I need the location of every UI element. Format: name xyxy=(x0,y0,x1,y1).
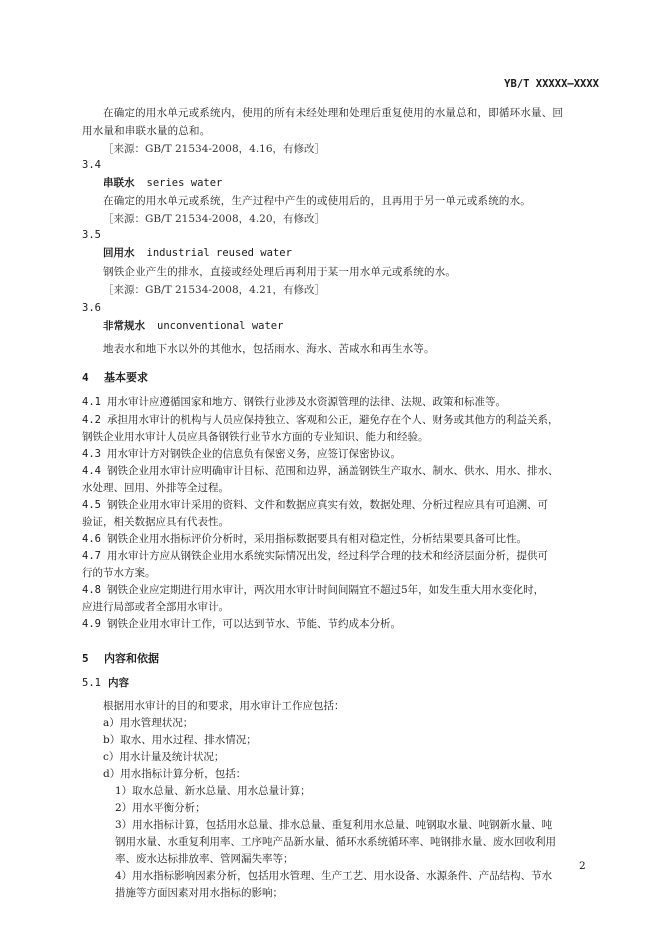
def-3-3-line-1: 在确定的用水单元或系统内，使用的所有未经处理和处理后重复使用的水量总和，即循环水量、回 xyxy=(103,107,564,119)
req-4-8-line-2: 应进行局部或者全部用水审计。 xyxy=(82,601,229,613)
section-5-heading xyxy=(82,650,159,666)
req-4-7-line-2: 行的节水方案。 xyxy=(82,567,156,579)
req-4-3 xyxy=(82,446,401,461)
section-5-number: 5 xyxy=(82,652,89,665)
sublist-item-4-line-2: 措施等方面因素对用水指标的影响； xyxy=(115,887,283,899)
req-4-3-line-1: 用水审计方对钢铁企业的信息负有保密义务，应签订保密协议。 xyxy=(106,448,401,460)
def-3-5-source: ［来源：GB/T 21534-2008，4.21，有修改］ xyxy=(103,284,326,296)
section-4-title: 基本要求 xyxy=(104,371,148,384)
req-4-6-line-1: 钢铁企业用水指标评价分析时，采用指标数据要具有相对稳定性，分析结果要具备可比性。 xyxy=(106,533,527,545)
def-3-5-term-zh: 回用水 xyxy=(103,247,135,259)
section-4-heading xyxy=(82,369,148,385)
req-4-6-number: 4.6 xyxy=(82,533,101,545)
req-4-8-number: 4.8 xyxy=(82,584,101,596)
req-4-1-number: 4.1 xyxy=(82,396,101,408)
subsection-5-1-heading xyxy=(82,675,129,690)
list-item-b: b）取水、用水过程、排水情况； xyxy=(103,734,257,746)
def-3-4-term xyxy=(103,175,222,190)
req-4-2-line-1: 承担用水审计的机构与人员应保持独立、客观和公正，避免存在个人、财务或其他方的利益关系， xyxy=(106,414,559,426)
req-4-4-line-1: 钢铁企业用水审计应明确审计目标、范围和边界，涵盖钢铁生产取水、制水、供水、用水、排水、 xyxy=(106,465,559,477)
req-4-7-number: 4.7 xyxy=(82,550,101,562)
page-number: 2 xyxy=(579,860,586,872)
sublist-item-3-line-3: 率、废水达标排放率、管网漏失率等； xyxy=(115,853,294,865)
def-3-3-line-2: 用水量和串联水量的总和。 xyxy=(82,125,211,137)
req-4-8-line-1: 钢铁企业应定期进行用水审计，两次用水审计时间间隔宜不超过5年，如发生重大用水变化时， xyxy=(106,584,545,596)
section-5-1-intro: 根据用水审计的目的和要求，用水审计工作应包括： xyxy=(103,700,345,712)
section-5-title: 内容和依据 xyxy=(104,652,159,665)
def-3-6-term-zh: 非常规水 xyxy=(103,320,145,332)
document-number: YB/T XXXXX—XXXX xyxy=(504,78,599,90)
req-4-8 xyxy=(82,582,544,597)
req-4-2-number: 4.2 xyxy=(82,414,101,426)
def-3-4-term-en: series water xyxy=(146,177,223,189)
sublist-item-1: 1）取水总量、新水总量、用水总量计算； xyxy=(115,785,311,797)
def-3-3-source: ［来源：GB/T 21534-2008，4.16，有修改］ xyxy=(103,143,326,155)
req-4-2 xyxy=(82,412,558,427)
req-4-9 xyxy=(82,616,401,631)
req-4-4-line-2: 水处理、回用、外排等全过程。 xyxy=(82,482,229,494)
def-3-5-number: 3.5 xyxy=(82,229,101,241)
def-3-4-definition: 在确定的用水单元或系统，生产过程中产生的或使用后的，且再用于另一单元或系统的水。 xyxy=(103,195,531,207)
req-4-4 xyxy=(82,463,558,478)
def-3-5-term xyxy=(103,245,292,260)
req-4-4-number: 4.4 xyxy=(82,465,101,477)
req-4-9-line-1: 钢铁企业用水审计工作，可以达到节水、节能、节约成本分析。 xyxy=(106,618,401,630)
list-item-c: c）用水计量及统计状况； xyxy=(103,751,225,763)
req-4-1 xyxy=(82,394,506,409)
req-4-7 xyxy=(82,548,548,563)
req-4-5 xyxy=(82,497,548,512)
subsection-5-1-number: 5.1 xyxy=(82,677,101,689)
sublist-item-3-line-2: 钢用水量、水重复利用率、工序吨产品新水量、循环水系统循环率、吨钢排水量、废水回收利用 xyxy=(115,836,556,848)
def-3-5-definition: 钢铁企业产生的排水，直接或经处理后再利用于某一用水单元或系统的水。 xyxy=(103,266,457,278)
def-3-4-source: ［来源：GB/T 21534-2008，4.20，有修改］ xyxy=(103,213,326,225)
def-3-6-definition: 地表水和地下水以外的其他水，包括雨水、海水、苦咸水和再生水等。 xyxy=(103,343,435,355)
req-4-1-line-1: 用水审计应遵循国家和地方、钢铁行业涉及水资源管理的法律、法规、政策和标准等。 xyxy=(106,396,506,408)
sublist-item-2: 2）用水平衡分析； xyxy=(115,802,206,814)
req-4-6 xyxy=(82,531,527,546)
list-item-a: a）用水管理状况； xyxy=(103,717,194,729)
sublist-item-3-line-1: 3）用水指标计算，包括用水总量、排水总量、重复利用水总量、吨钢取水量、吨钢新水量、吨 xyxy=(115,819,553,831)
subsection-5-1-title: 内容 xyxy=(108,677,129,689)
req-4-5-line-1: 钢铁企业用水审计采用的资料、文件和数据应真实有效，数据处理、分析过程应具有可追溯、可 xyxy=(106,499,548,511)
def-3-6-term xyxy=(103,318,283,333)
req-4-5-line-2: 验证，相关数据应具有代表性。 xyxy=(82,516,229,528)
def-3-6-term-en: unconventional water xyxy=(157,320,284,332)
def-3-6-number: 3.6 xyxy=(82,302,101,314)
section-4-number: 4 xyxy=(82,371,89,384)
req-4-5-number: 4.5 xyxy=(82,499,101,511)
def-3-4-number: 3.4 xyxy=(82,159,101,171)
list-item-d: d）用水指标计算分析，包括： xyxy=(103,768,247,780)
def-3-5-term-en: industrial reused water xyxy=(146,247,292,259)
req-4-2-line-2: 钢铁企业用水审计人员应具备钢铁行业节水方面的专业知识、能力和经验。 xyxy=(82,431,429,443)
sublist-item-4-line-1: 4）用水指标影响因素分析，包括用水管理、生产工艺、用水设备、水源条件、产品结构、节水 xyxy=(115,870,553,882)
req-4-3-number: 4.3 xyxy=(82,448,101,460)
def-3-4-term-zh: 串联水 xyxy=(103,177,135,189)
req-4-7-line-1: 用水审计方应从钢铁企业用水系统实际情况出发，经过科学合理的技术和经济层面分析，提供可 xyxy=(106,550,548,562)
req-4-9-number: 4.9 xyxy=(82,618,101,630)
